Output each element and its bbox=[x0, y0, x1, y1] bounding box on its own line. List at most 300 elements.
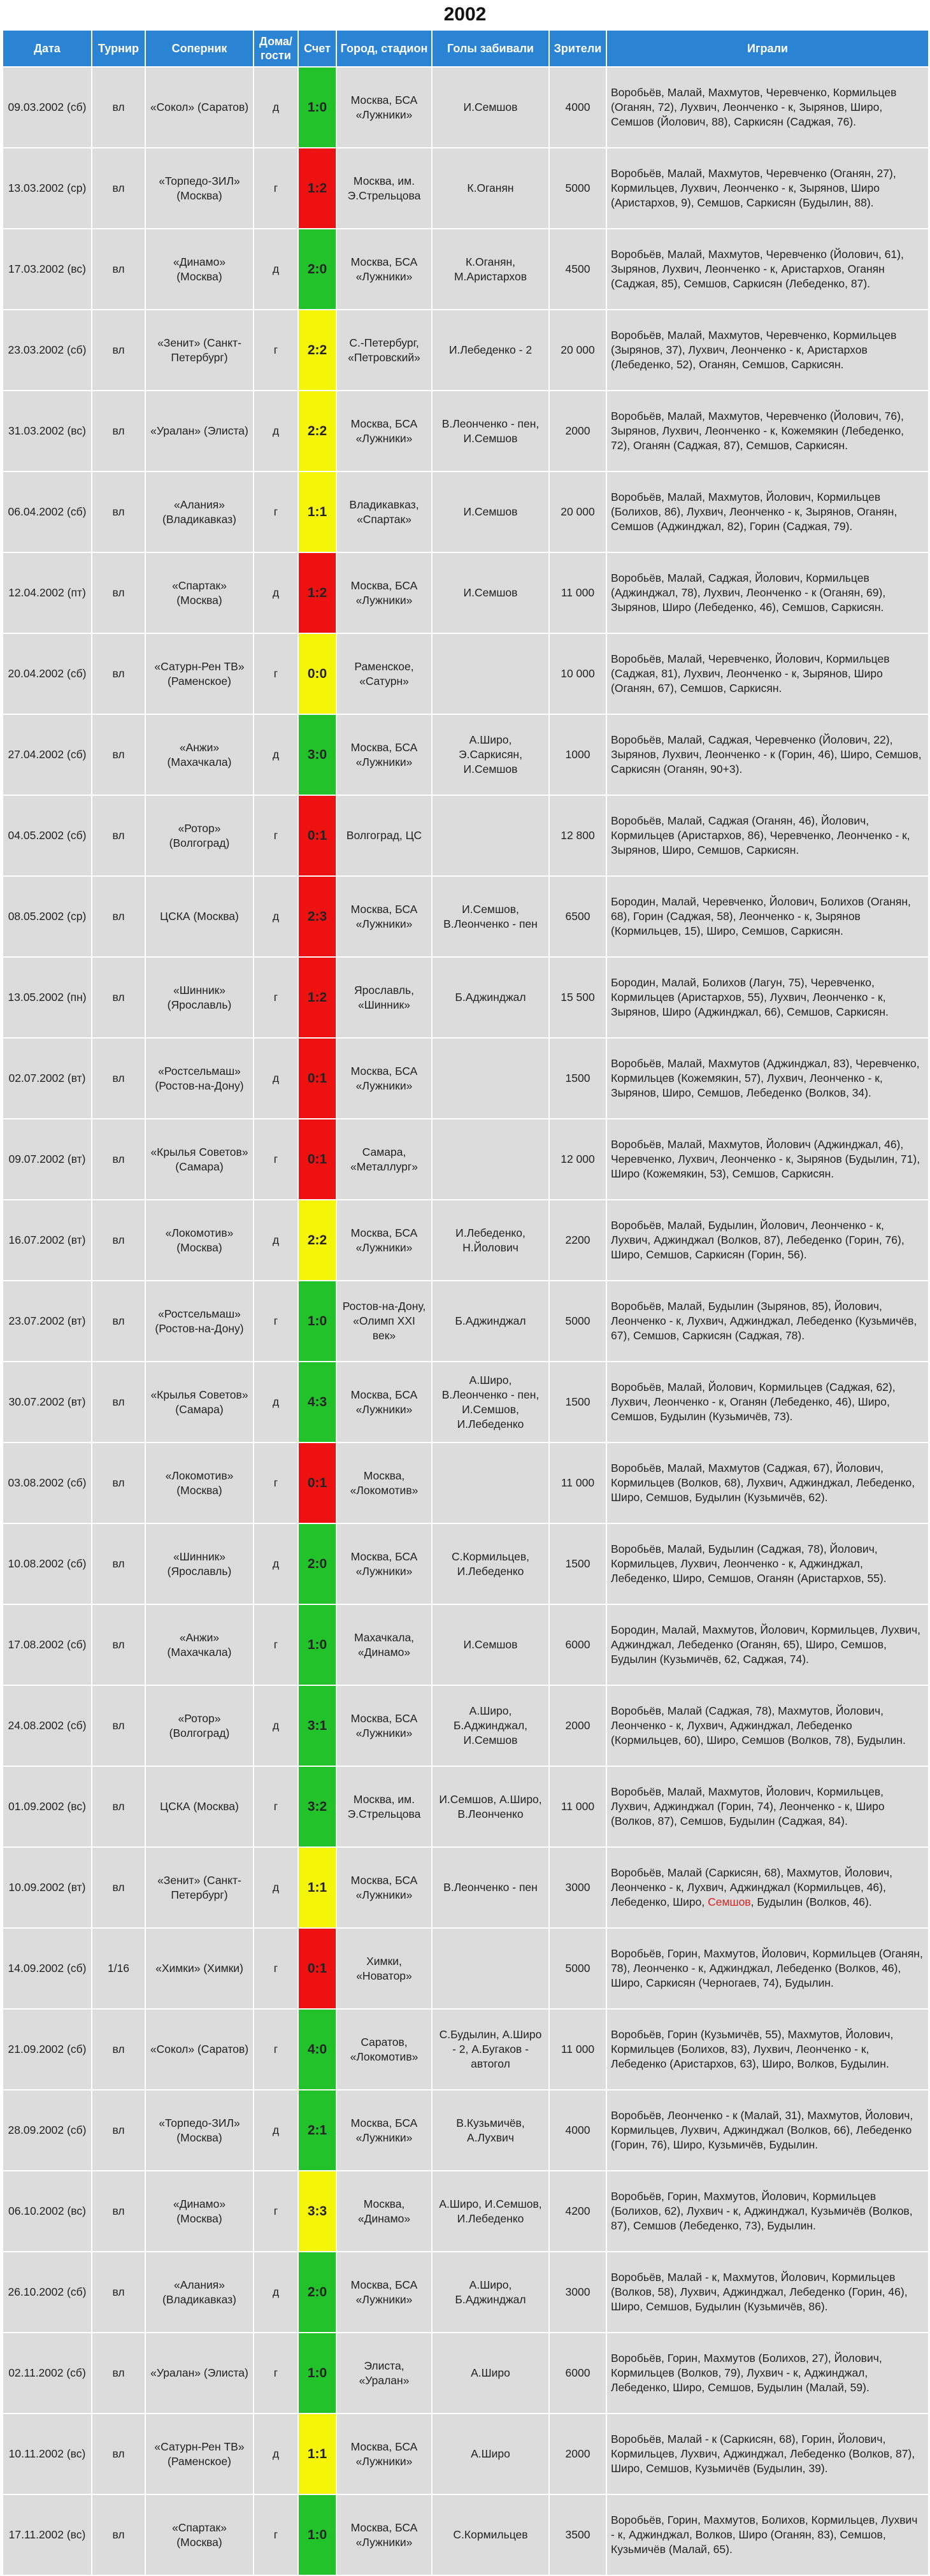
match-players: Воробьёв, Малай (Саркисян, 68), Махмутов, Йолович, Леонченко - к, Лухвич, Аджинджал (Кормильцев, 46), Лебеденко, Широ, Семшов, Будылин (Волков, 46). bbox=[606, 1847, 929, 1928]
match-tournament: 1/16 bbox=[92, 1928, 145, 2009]
match-venue: Москва, БСА «Лужники» bbox=[336, 2252, 432, 2333]
match-attendance: 5000 bbox=[549, 148, 606, 229]
match-home-away: г bbox=[254, 957, 298, 1038]
table-row bbox=[3, 1443, 929, 1523]
match-opponent: «Спартак» (Москва) bbox=[145, 2494, 254, 2575]
match-opponent: «Алания» (Владикавказ) bbox=[145, 2252, 254, 2333]
match-goals: К.Оганян bbox=[432, 148, 549, 229]
match-venue: Москва, БСА «Лужники» bbox=[336, 1200, 432, 1281]
table-row bbox=[3, 310, 929, 391]
match-players: Бородин, Малай, Болихов (Лагун, 75), Черевченко, Кормильцев (Аристархов, 55), Лухвич, Леонченко - к, Зырянов, Широ (Аджинджал, 66), Семшов, Саркисян. bbox=[606, 957, 929, 1038]
match-date: 13.03.2002 (ср) bbox=[3, 148, 92, 229]
match-goals bbox=[432, 795, 549, 876]
match-tournament: вл bbox=[92, 148, 145, 229]
match-score: 1:1 bbox=[298, 471, 336, 552]
match-players: Воробьёв, Малай, Черевченко, Йолович, Кормильцев (Саджая, 81), Лухвич, Леонченко - к, Зырянов, Широ (Оганян, 67), Семшов, Саркисян. bbox=[606, 633, 929, 714]
match-tournament: вл bbox=[92, 1443, 145, 1523]
match-venue: С.-Петербург, «Петровский» bbox=[336, 310, 432, 391]
match-home-away: г bbox=[254, 1604, 298, 1685]
match-date: 23.03.2002 (сб) bbox=[3, 310, 92, 391]
match-venue: Москва, БСА «Лужники» bbox=[336, 1847, 432, 1928]
table-row bbox=[3, 795, 929, 876]
match-venue: Ростов-на-Дону, «Олимп XXI век» bbox=[336, 1281, 432, 1362]
match-attendance: 2000 bbox=[549, 1685, 606, 1766]
match-date: 20.04.2002 (сб) bbox=[3, 633, 92, 714]
match-score: 0:1 bbox=[298, 1443, 336, 1523]
match-players: Воробьёв, Малай, Будылин, Йолович, Леонченко - к, Лухвич, Аджинджал (Волков, 87), Лебеденко (Горин, 76), Широ, Семшов, Саркисян (Горин, 56). bbox=[606, 1200, 929, 1281]
match-players: Воробьёв, Малай, Махмутов, Черевченко, Кормильцев (Оганян, 72), Лухвич, Леонченко - к, Зырянов, Широ, Семшов (Йолович, 88), Саркисян (Саджая, 76). bbox=[606, 67, 929, 148]
match-home-away: г bbox=[254, 1928, 298, 2009]
match-home-away: г bbox=[254, 310, 298, 391]
match-score: 4:0 bbox=[298, 2009, 336, 2090]
match-attendance: 12 800 bbox=[549, 795, 606, 876]
table-row bbox=[3, 876, 929, 957]
match-venue: Самара, «Металлург» bbox=[336, 1119, 432, 1200]
match-score: 3:3 bbox=[298, 2171, 336, 2252]
table-row bbox=[3, 2171, 929, 2252]
match-players: Воробьёв, Леонченко - к (Малай, 31), Махмутов, Йолович, Кормильцев, Лухвич, Аджинджал (Волков, 66), Лебеденко (Горин, 76), Широ, Кузьмичёв, Будылин. bbox=[606, 2090, 929, 2171]
match-home-away: д bbox=[254, 1038, 298, 1119]
match-attendance: 1500 bbox=[549, 1523, 606, 1604]
table-row bbox=[3, 1119, 929, 1200]
match-attendance: 20 000 bbox=[549, 310, 606, 391]
match-opponent: «Зенит» (Санкт-Петербург) bbox=[145, 310, 254, 391]
match-date: 27.04.2002 (сб) bbox=[3, 714, 92, 795]
match-attendance: 5000 bbox=[549, 1281, 606, 1362]
match-opponent: «Динамо» (Москва) bbox=[145, 2171, 254, 2252]
match-tournament: вл bbox=[92, 633, 145, 714]
match-tournament: вл bbox=[92, 310, 145, 391]
match-attendance: 10 000 bbox=[549, 633, 606, 714]
match-score: 1:0 bbox=[298, 2333, 336, 2414]
match-score: 0:1 bbox=[298, 795, 336, 876]
match-opponent: «Ротор» (Волгоград) bbox=[145, 1685, 254, 1766]
match-opponent: «Шинник» (Ярославль) bbox=[145, 957, 254, 1038]
table-row bbox=[3, 957, 929, 1038]
match-score: 2:0 bbox=[298, 2252, 336, 2333]
match-date: 16.07.2002 (вт) bbox=[3, 1200, 92, 1281]
match-opponent: «Торпедо-ЗИЛ» (Москва) bbox=[145, 2090, 254, 2171]
match-opponent: «Ростсельмаш» (Ростов-на-Дону) bbox=[145, 1281, 254, 1362]
match-home-away: д bbox=[254, 1685, 298, 1766]
match-tournament: вл bbox=[92, 1281, 145, 1362]
match-date: 08.05.2002 (ср) bbox=[3, 876, 92, 957]
match-goals: А.Широ, В.Леонченко - пен, И.Семшов, И.Лебеденко bbox=[432, 1362, 549, 1443]
match-score: 1:2 bbox=[298, 552, 336, 633]
match-date: 14.09.2002 (сб) bbox=[3, 1928, 92, 2009]
match-tournament: вл bbox=[92, 1604, 145, 1685]
match-goals: И.Семшов bbox=[432, 67, 549, 148]
table-row bbox=[3, 2090, 929, 2171]
match-tournament: вл bbox=[92, 2009, 145, 2090]
match-attendance: 3000 bbox=[549, 2252, 606, 2333]
match-tournament: вл bbox=[92, 1766, 145, 1847]
match-attendance: 3500 bbox=[549, 2494, 606, 2575]
match-home-away: г bbox=[254, 795, 298, 876]
match-players: Воробьёв, Малай, Махмутов, Черевченко, Кормильцев (Зырянов, 37), Лухвич, Леонченко - к, Аристархов (Лебеденко, 52), Оганян, Семшов, Саркисян. bbox=[606, 310, 929, 391]
table-row bbox=[3, 1523, 929, 1604]
table-row bbox=[3, 2009, 929, 2090]
match-opponent: «Крылья Советов» (Самара) bbox=[145, 1362, 254, 1443]
match-date: 31.03.2002 (вс) bbox=[3, 391, 92, 471]
match-date: 01.09.2002 (вс) bbox=[3, 1766, 92, 1847]
match-tournament: вл bbox=[92, 391, 145, 471]
match-home-away: г bbox=[254, 633, 298, 714]
match-date: 26.10.2002 (сб) bbox=[3, 2252, 92, 2333]
match-goals: Б.Аджинджал bbox=[432, 957, 549, 1038]
match-home-away: г bbox=[254, 471, 298, 552]
match-goals: И.Семшов bbox=[432, 1604, 549, 1685]
match-tournament: вл bbox=[92, 1523, 145, 1604]
match-opponent: «Крылья Советов» (Самара) bbox=[145, 1119, 254, 1200]
match-venue: Москва, БСА «Лужники» bbox=[336, 1685, 432, 1766]
match-goals: А.Широ, Э.Саркисян, И.Семшов bbox=[432, 714, 549, 795]
match-goals: И.Лебеденко - 2 bbox=[432, 310, 549, 391]
match-date: 06.04.2002 (сб) bbox=[3, 471, 92, 552]
match-players: Воробьёв, Малай, Махмутов, Черевченко (Оганян, 27), Кормильцев, Лухвич, Леонченко - к, Зырянов, Широ (Аристархов, 9), Семшов, Саркисян (Будылин, 88). bbox=[606, 148, 929, 229]
match-score: 1:0 bbox=[298, 67, 336, 148]
match-opponent: «Анжи» (Махачкала) bbox=[145, 714, 254, 795]
match-score: 4:3 bbox=[298, 1362, 336, 1443]
match-attendance: 3000 bbox=[549, 1847, 606, 1928]
match-score: 0:1 bbox=[298, 1928, 336, 2009]
match-players: Воробьёв, Горин, Махмутов (Болихов, 27), Йолович, Кормильцев (Волков, 79), Лухвич - к, Аджинджал, Лебеденко, Широ, Семшов, Будылин (Малай, 59). bbox=[606, 2333, 929, 2414]
page-title: 2002 bbox=[443, 4, 487, 25]
match-attendance: 6000 bbox=[549, 1604, 606, 1685]
match-tournament: вл bbox=[92, 552, 145, 633]
col-header-date: Дата bbox=[3, 30, 92, 67]
match-tournament: вл bbox=[92, 2494, 145, 2575]
match-attendance: 4000 bbox=[549, 67, 606, 148]
col-header-players: Играли bbox=[606, 30, 929, 67]
table-row bbox=[3, 148, 929, 229]
match-attendance: 6500 bbox=[549, 876, 606, 957]
match-date: 03.08.2002 (сб) bbox=[3, 1443, 92, 1523]
match-score: 2:2 bbox=[298, 310, 336, 391]
match-venue: Владикавказ, «Спартак» bbox=[336, 471, 432, 552]
col-header-home-away: Дома/гости bbox=[254, 30, 298, 67]
match-score: 2:1 bbox=[298, 2090, 336, 2171]
match-home-away: д bbox=[254, 714, 298, 795]
match-venue: Москва, БСА «Лужники» bbox=[336, 229, 432, 310]
match-opponent: «Алания» (Владикавказ) bbox=[145, 471, 254, 552]
match-home-away: д bbox=[254, 1362, 298, 1443]
match-date: 17.03.2002 (вс) bbox=[3, 229, 92, 310]
match-score: 2:0 bbox=[298, 229, 336, 310]
match-date: 28.09.2002 (сб) bbox=[3, 2090, 92, 2171]
match-opponent: ЦСКА (Москва) bbox=[145, 1766, 254, 1847]
match-home-away: д bbox=[254, 1847, 298, 1928]
match-venue: Москва, БСА «Лужники» bbox=[336, 1523, 432, 1604]
match-venue: Ярославль, «Шинник» bbox=[336, 957, 432, 1038]
table-row bbox=[3, 2252, 929, 2333]
match-players: Воробьёв, Малай, Йолович, Кормильцев (Саджая, 62), Лухвич, Леонченко - к, Оганян (Лебеденко, 46), Широ, Семшов, Будылин (Кузьмичёв, 73). bbox=[606, 1362, 929, 1443]
highlighted-player: Семшов bbox=[708, 1896, 751, 1908]
match-goals: И.Семшов, В.Леонченко - пен bbox=[432, 876, 549, 957]
match-date: 02.11.2002 (сб) bbox=[3, 2333, 92, 2414]
match-venue: Махачкала, «Динамо» bbox=[336, 1604, 432, 1685]
match-venue: Москва, БСА «Лужники» bbox=[336, 2090, 432, 2171]
col-header-goals: Голы забивали bbox=[432, 30, 549, 67]
match-home-away: д bbox=[254, 2252, 298, 2333]
match-players: Воробьёв, Малай, Будылин (Саджая, 78), Йолович, Кормильцев, Лухвич, Леонченко - к, Аджинджал, Лебеденко, Широ, Семшов, Оганян (Аристархов, 55). bbox=[606, 1523, 929, 1604]
match-venue: Москва, «Локомотив» bbox=[336, 1443, 432, 1523]
match-attendance: 1500 bbox=[549, 1038, 606, 1119]
match-home-away: г bbox=[254, 1119, 298, 1200]
match-venue: Москва, БСА «Лужники» bbox=[336, 1362, 432, 1443]
match-players: Воробьёв, Малай, Махмутов (Аджинджал, 83), Черевченко, Кормильцев (Кожемякин, 57), Лухвич, Леонченко - к, Зырянов, Широ, Семшов, Лебеденко (Волков, 34). bbox=[606, 1038, 929, 1119]
match-date: 09.03.2002 (сб) bbox=[3, 67, 92, 148]
match-players: Воробьёв, Малай, Будылин (Зырянов, 85), Йолович, Леонченко - к, Лухвич, Аджинджал, Лебеденко (Кузьмичёв, 67), Семшов, Саркисян (Саджая, 78). bbox=[606, 1281, 929, 1362]
match-venue: Москва, БСА «Лужники» bbox=[336, 2494, 432, 2575]
col-header-score: Счет bbox=[298, 30, 336, 67]
match-date: 12.04.2002 (пт) bbox=[3, 552, 92, 633]
match-score: 1:0 bbox=[298, 1281, 336, 1362]
table-row bbox=[3, 229, 929, 310]
match-venue: Москва, БСА «Лужники» bbox=[336, 391, 432, 471]
match-home-away: д bbox=[254, 391, 298, 471]
match-attendance: 11 000 bbox=[549, 2009, 606, 2090]
match-players: Воробьёв, Горин, Махмутов, Йолович, Кормильцев (Болихов, 62), Лухвич - к, Аджинджал, Кузьмичёв (Волков, 87), Семшов (Лебеденко, 73), Будылин. bbox=[606, 2171, 929, 2252]
match-goals bbox=[432, 1928, 549, 2009]
match-date: 10.11.2002 (вс) bbox=[3, 2414, 92, 2494]
match-home-away: г bbox=[254, 2333, 298, 2414]
table-row bbox=[3, 552, 929, 633]
match-tournament: вл bbox=[92, 2333, 145, 2414]
match-score: 1:1 bbox=[298, 2414, 336, 2494]
match-attendance: 2200 bbox=[549, 1200, 606, 1281]
match-venue: Москва, БСА «Лужники» bbox=[336, 552, 432, 633]
match-home-away: д bbox=[254, 229, 298, 310]
match-venue: Москва, БСА «Лужники» bbox=[336, 1038, 432, 1119]
match-goals: И.Семшов bbox=[432, 471, 549, 552]
match-players: Воробьёв, Малай, Махмутов, Йолович, Кормильцев (Болихов, 86), Лухвич, Леонченко - к, Зырянов, Оганян, Семшов (Аджинджал, 82), Горин (Саджая, 79). bbox=[606, 471, 929, 552]
match-attendance: 4000 bbox=[549, 2090, 606, 2171]
match-venue: Химки, «Новатор» bbox=[336, 1928, 432, 2009]
match-attendance: 15 500 bbox=[549, 957, 606, 1038]
match-goals bbox=[432, 633, 549, 714]
table-row bbox=[3, 2333, 929, 2414]
match-score: 1:2 bbox=[298, 148, 336, 229]
match-players: Воробьёв, Малай (Саджая, 78), Махмутов, Йолович, Леонченко - к, Лухвич, Аджинджал, Лебеденко (Кормильцев, 60), Широ, Семшов (Волков, 78), Будылин. bbox=[606, 1685, 929, 1766]
match-date: 09.07.2002 (вт) bbox=[3, 1119, 92, 1200]
match-opponent: «Анжи» (Махачкала) bbox=[145, 1604, 254, 1685]
match-date: 23.07.2002 (вт) bbox=[3, 1281, 92, 1362]
match-tournament: вл bbox=[92, 795, 145, 876]
match-venue: Москва, БСА «Лужники» bbox=[336, 876, 432, 957]
match-goals: В.Леонченко - пен, И.Семшов bbox=[432, 391, 549, 471]
col-header-tournament: Турнир bbox=[92, 30, 145, 67]
match-goals: С.Кормильцев, И.Лебеденко bbox=[432, 1523, 549, 1604]
match-goals: В.Кузьмичёв, А.Лухвич bbox=[432, 2090, 549, 2171]
match-date: 24.08.2002 (сб) bbox=[3, 1685, 92, 1766]
match-date: 13.05.2002 (пн) bbox=[3, 957, 92, 1038]
match-goals bbox=[432, 1038, 549, 1119]
match-attendance: 4200 bbox=[549, 2171, 606, 2252]
match-attendance: 2000 bbox=[549, 2414, 606, 2494]
match-home-away: г bbox=[254, 1766, 298, 1847]
match-opponent: «Сатурн-Рен ТВ» (Раменское) bbox=[145, 2414, 254, 2494]
match-players: Воробьёв, Горин (Кузьмичёв, 55), Махмутов, Йолович, Кормильцев (Болихов, 83), Лухвич, Леонченко - к, Лебеденко (Аристархов, 63), Широ, Волков, Будылин. bbox=[606, 2009, 929, 2090]
match-attendance: 11 000 bbox=[549, 1443, 606, 1523]
match-venue: Москва, БСА «Лужники» bbox=[336, 2414, 432, 2494]
match-goals bbox=[432, 1443, 549, 1523]
table-row bbox=[3, 714, 929, 795]
table-row bbox=[3, 1281, 929, 1362]
match-attendance: 5000 bbox=[549, 1928, 606, 2009]
match-venue: Раменское, «Сатурн» bbox=[336, 633, 432, 714]
match-opponent: «Динамо» (Москва) bbox=[145, 229, 254, 310]
table-row bbox=[3, 2414, 929, 2494]
match-players: Бородин, Малай, Черевченко, Йолович, Болихов (Оганян, 68), Горин (Саджая, 58), Леонченко - к, Зырянов (Кормильцев, 15), Широ, Семшов, Саркисян. bbox=[606, 876, 929, 957]
match-score: 3:0 bbox=[298, 714, 336, 795]
header-row bbox=[3, 30, 929, 67]
table-row bbox=[3, 67, 929, 148]
match-attendance: 1500 bbox=[549, 1362, 606, 1443]
match-home-away: г bbox=[254, 1443, 298, 1523]
match-tournament: вл bbox=[92, 2414, 145, 2494]
match-goals: К.Оганян, М.Аристархов bbox=[432, 229, 549, 310]
match-goals: И.Лебеденко, Н.Йолович bbox=[432, 1200, 549, 1281]
match-goals: А.Широ bbox=[432, 2333, 549, 2414]
match-goals: И.Семшов, А.Широ, В.Леонченко bbox=[432, 1766, 549, 1847]
match-opponent: «Шинник» (Ярославль) bbox=[145, 1523, 254, 1604]
match-attendance: 6000 bbox=[549, 2333, 606, 2414]
match-score: 3:1 bbox=[298, 1685, 336, 1766]
match-attendance: 20 000 bbox=[549, 471, 606, 552]
match-tournament: вл bbox=[92, 471, 145, 552]
match-goals: С.Будылин, А.Широ - 2, А.Бугаков - автогол bbox=[432, 2009, 549, 2090]
table-row bbox=[3, 1685, 929, 1766]
match-tournament: вл bbox=[92, 1847, 145, 1928]
match-home-away: г bbox=[254, 148, 298, 229]
match-date: 21.09.2002 (сб) bbox=[3, 2009, 92, 2090]
match-opponent: «Локомотив» (Москва) bbox=[145, 1443, 254, 1523]
match-home-away: д bbox=[254, 552, 298, 633]
col-header-attendance: Зрители bbox=[549, 30, 606, 67]
match-goals: Б.Аджинджал bbox=[432, 1281, 549, 1362]
match-goals: А.Широ bbox=[432, 2414, 549, 2494]
table-row bbox=[3, 391, 929, 471]
match-players: Воробьёв, Малай, Саджая (Оганян, 46), Йолович, Кормильцев (Аристархов, 86), Черевченко, Леонченко - к, Зырянов, Широ, Семшов, Саркисян. bbox=[606, 795, 929, 876]
match-date: 04.05.2002 (сб) bbox=[3, 795, 92, 876]
match-opponent: «Локомотив» (Москва) bbox=[145, 1200, 254, 1281]
match-goals: А.Широ, Б.Аджинджал, И.Семшов bbox=[432, 1685, 549, 1766]
match-score: 1:0 bbox=[298, 2494, 336, 2575]
match-attendance: 2000 bbox=[549, 391, 606, 471]
match-venue: Москва, БСА «Лужники» bbox=[336, 714, 432, 795]
match-score: 1:2 bbox=[298, 957, 336, 1038]
match-score: 0:0 bbox=[298, 633, 336, 714]
match-score: 2:2 bbox=[298, 391, 336, 471]
match-players: Воробьёв, Малай, Махмутов (Саджая, 67), Йолович, Кормильцев (Волков, 68), Лухвич, Аджинджал, Лебеденко, Широ, Семшов, Будылин (Кузьмичёв, 62). bbox=[606, 1443, 929, 1523]
match-tournament: вл bbox=[92, 2252, 145, 2333]
match-date: 30.07.2002 (вт) bbox=[3, 1362, 92, 1443]
table-row bbox=[3, 1847, 929, 1928]
match-goals: И.Семшов bbox=[432, 552, 549, 633]
match-tournament: вл bbox=[92, 2090, 145, 2171]
match-date: 02.07.2002 (вт) bbox=[3, 1038, 92, 1119]
match-date: 10.08.2002 (сб) bbox=[3, 1523, 92, 1604]
match-score: 2:3 bbox=[298, 876, 336, 957]
match-goals: А.Широ, Б.Аджинджал bbox=[432, 2252, 549, 2333]
match-venue: Саратов, «Локомотив» bbox=[336, 2009, 432, 2090]
match-venue: Москва, им. Э.Стрельцова bbox=[336, 148, 432, 229]
match-home-away: г bbox=[254, 1281, 298, 1362]
match-players: Воробьёв, Малай - к, Махмутов, Йолович, Кормильцев (Волков, 58), Лухвич, Аджинджал, Лебеденко (Горин, 46), Широ, Семшов, Будылин (Кузьмичёв, 86). bbox=[606, 2252, 929, 2333]
match-goals: В.Леонченко - пен bbox=[432, 1847, 549, 1928]
match-attendance: 11 000 bbox=[549, 1766, 606, 1847]
match-score: 1:1 bbox=[298, 1847, 336, 1928]
table-row bbox=[3, 1362, 929, 1443]
table-row bbox=[3, 1038, 929, 1119]
match-home-away: г bbox=[254, 2171, 298, 2252]
match-date: 17.11.2002 (вс) bbox=[3, 2494, 92, 2575]
table-row bbox=[3, 1200, 929, 1281]
match-date: 10.09.2002 (вт) bbox=[3, 1847, 92, 1928]
match-opponent: «Сатурн-Рен ТВ» (Раменское) bbox=[145, 633, 254, 714]
match-opponent: «Зенит» (Санкт-Петербург) bbox=[145, 1847, 254, 1928]
match-opponent: «Уралан» (Элиста) bbox=[145, 391, 254, 471]
match-score: 0:1 bbox=[298, 1038, 336, 1119]
match-opponent: «Уралан» (Элиста) bbox=[145, 2333, 254, 2414]
table-row bbox=[3, 1604, 929, 1685]
match-players: Воробьёв, Малай, Саджая, Йолович, Кормильцев (Аджинджал, 78), Лухвич, Леонченко - к (Оганян, 69), Зырянов, Широ (Лебеденко, 46), Семшов, Саркисян. bbox=[606, 552, 929, 633]
match-players: Воробьёв, Малай, Махмутов, Йолович (Аджинджал, 46), Черевченко, Лухвич, Леонченко - к, Зырянов (Будылин, 71), Широ (Кожемякин, 53), Семшов, Саркисян. bbox=[606, 1119, 929, 1200]
match-venue: Элиста, «Уралан» bbox=[336, 2333, 432, 2414]
match-score: 0:1 bbox=[298, 1119, 336, 1200]
match-home-away: д bbox=[254, 1200, 298, 1281]
match-score: 1:0 bbox=[298, 1604, 336, 1685]
match-score: 2:2 bbox=[298, 1200, 336, 1281]
match-home-away: д bbox=[254, 2090, 298, 2171]
table-row bbox=[3, 2494, 929, 2575]
match-opponent: «Сокол» (Саратов) bbox=[145, 67, 254, 148]
table-row bbox=[3, 633, 929, 714]
match-home-away: д bbox=[254, 67, 298, 148]
match-opponent: «Спартак» (Москва) bbox=[145, 552, 254, 633]
match-tournament: вл bbox=[92, 229, 145, 310]
match-venue: Москва, «Динамо» bbox=[336, 2171, 432, 2252]
match-date: 06.10.2002 (вс) bbox=[3, 2171, 92, 2252]
match-tournament: вл bbox=[92, 1685, 145, 1766]
match-home-away: д bbox=[254, 1523, 298, 1604]
match-home-away: д bbox=[254, 876, 298, 957]
match-players: Воробьёв, Горин, Махмутов, Болихов, Кормильцев, Лухвич - к, Аджинджал, Волков, Широ (Оганян, 83), Семшов, Кузьмичёв (Малай, 65). bbox=[606, 2494, 929, 2575]
match-home-away: г bbox=[254, 2009, 298, 2090]
table-row bbox=[3, 471, 929, 552]
match-tournament: вл bbox=[92, 957, 145, 1038]
match-score: 2:0 bbox=[298, 1523, 336, 1604]
match-opponent: «Сокол» (Саратов) bbox=[145, 2009, 254, 2090]
match-tournament: вл bbox=[92, 67, 145, 148]
match-attendance: 1000 bbox=[549, 714, 606, 795]
match-venue: Москва, им. Э.Стрельцова bbox=[336, 1766, 432, 1847]
match-opponent: «Торпедо-ЗИЛ» (Москва) bbox=[145, 148, 254, 229]
match-players: Воробьёв, Горин, Махмутов, Йолович, Кормильцев (Оганян, 78), Леонченко - к, Аджинджал, Лебеденко (Волков, 46), Широ, Саркисян (Черногаев, 74), Будылин. bbox=[606, 1928, 929, 2009]
match-tournament: вл bbox=[92, 876, 145, 957]
match-tournament: вл bbox=[92, 714, 145, 795]
match-goals bbox=[432, 1119, 549, 1200]
match-players: Воробьёв, Малай, Махмутов, Черевченко (Йолович, 76), Зырянов, Лухвич, Леонченко - к, Кожемякин (Лебеденко, 72), Оганян (Саджая, 87), Семшов, Саркисян. bbox=[606, 391, 929, 471]
match-tournament: вл bbox=[92, 1200, 145, 1281]
table-row bbox=[3, 1928, 929, 2009]
match-rows bbox=[3, 67, 929, 2575]
match-home-away: г bbox=[254, 2494, 298, 2575]
match-opponent: ЦСКА (Москва) bbox=[145, 876, 254, 957]
matches-table bbox=[2, 29, 929, 2576]
match-venue: Москва, БСА «Лужники» bbox=[336, 67, 432, 148]
